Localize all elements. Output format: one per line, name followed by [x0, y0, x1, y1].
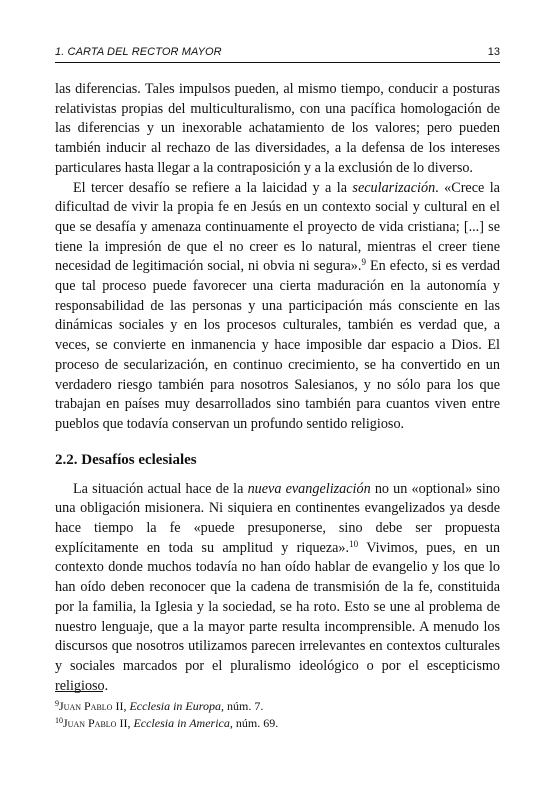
paragraph-2-part-c: En efecto, si es verdad que tal proceso puede favorecer una cierta maduración en la autonomía y responsabilidad de las personas y una participación más consciente en las dinámicas sociales y en los procesos culturales, también es verdad que, a veces, se convierte en inmanencia y hace imposible dar espacio a Dios. El proceso de secularización, en continuo crecimiento, se ha convertido en un verdadero riesgo también para nosotros Salesianos, y no sólo para los que trabajan en países muy desarrollados sino también para cuantos viven entre pueblos que todavía conservan un profundo sentido religioso.	[55, 258, 501, 432]
paragraph-3-part-b: no un «optional» sino una obligación misionera. Ni siquiera en continentes evangelizados ya desde hace tiempo la fe «puede presuponerse, sino debe ser propuesta explícitamente en toda su amplitud y riqueza».	[55, 480, 500, 556]
paragraph-2-part-a: El tercer desafío se refiere a la laicidad y a la	[73, 179, 353, 196]
term-secularizacion: secularización	[352, 179, 436, 196]
header-rule	[55, 62, 500, 63]
term-nueva-evangelizacion: nueva evangelización	[247, 480, 371, 497]
footnote-rule	[55, 691, 103, 692]
footnote-rest: , núm. 69.	[229, 716, 279, 730]
footnote-rest: , núm. 7.	[221, 699, 264, 713]
footnote-work-title: Ecclesia in America	[133, 716, 230, 730]
paragraph-3-part-c: Vivimos, pues, en un contexto donde muchos todavía no han oído hablar de evangelio y los que lo han oído deben reconocer que la cadena de transmisión de la fe, constituida por la familia, la Iglesia y la sociedad, se ha roto. Esto se une al problema de nuestro lenguaje, que a la mayor parte resulta incomprensible. A menudo los discursos que nosotros utilizamos parecen irrelevantes en contextos culturales y sociales marcados por el pluralismo ideológico o por el escepticismo religioso.	[55, 539, 500, 694]
body-text	[55, 80, 500, 696]
footnote-marker: 9	[55, 699, 59, 708]
footnote-10	[55, 715, 500, 732]
paragraph-2	[55, 179, 500, 435]
footnote-ref-10[interactable]: 10	[349, 538, 359, 549]
section-heading: 2.2. Desafíos eclesiales	[55, 451, 197, 468]
paragraph-3	[55, 480, 500, 697]
paragraph-3-part-a: La situación actual hace de la	[73, 480, 248, 497]
page-number: 13	[487, 46, 500, 58]
paragraph-1: las diferencias. Tales impulsos pueden, al mismo tiempo, conducir a posturas relativistas propias del multiculturalismo, con una pacífica homologación de las diferencias y un inexorable achatamiento de los valores; pero pueden también inducir al rechazo de las diversidades, a la defensa de los intereses particulares hasta llegar a la contraposición y a la exclusión de lo diverso.	[55, 81, 500, 176]
footnotes	[55, 698, 500, 732]
footnote-author: Juan Pablo II,	[59, 699, 130, 713]
footnote-work-title: Ecclesia in Europa	[129, 699, 221, 713]
footnote-marker: 10	[55, 716, 63, 725]
running-title: 1. CARTA DEL RECTOR MAYOR	[55, 46, 222, 58]
footnote-author: Juan Pablo II,	[63, 716, 134, 730]
footnote-ref-9[interactable]: 9	[361, 257, 366, 268]
footnote-9	[55, 698, 500, 715]
paragraph-2-part-b: . «Crece la dificultad de vivir la propia fe en Jesús en un contexto social y cultural en el que se desafía y amenaza continuamente el proyecto de vida cristiana; [...] se tiene la impresión de que el no creer es lo natural, mientras el creer tiene necesidad de legitimación social, ni obvia ni segura».	[55, 179, 500, 275]
